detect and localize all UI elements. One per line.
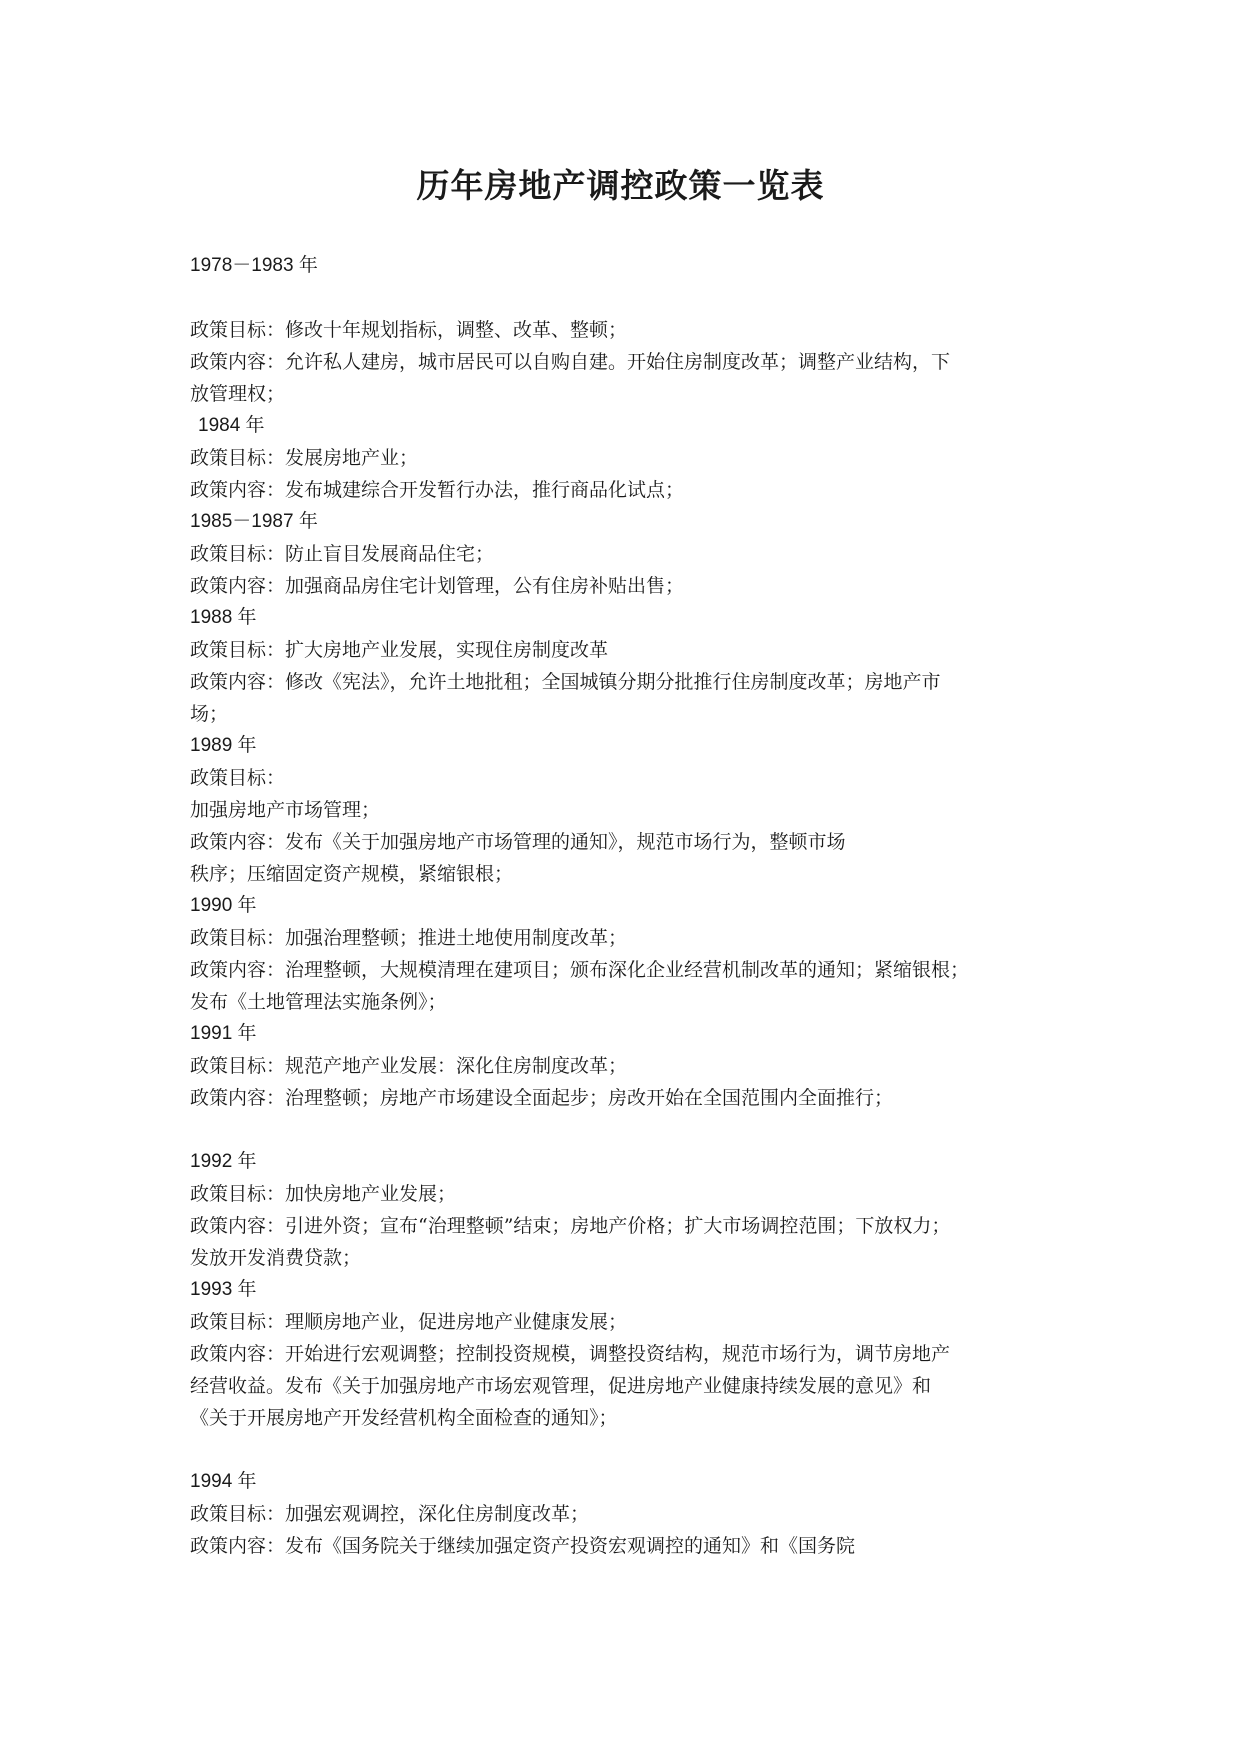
policy-content: 政策内容：发布城建综合开发暂行办法，推行商品化试点； [190, 479, 685, 501]
policy-goal: 政策目标：防止盲目发展商品住宅； [190, 543, 495, 565]
year-heading: 1978－1983 年 [190, 255, 318, 276]
policy-content-continued: 发放开发消费贷款； [190, 1247, 362, 1269]
policy-content-continued: 经营收益。发布《关于加强房地产市场宏观管理，促进房地产业健康持续发展的意见》和 [190, 1375, 932, 1397]
policy-content-continued: 场； [190, 703, 229, 725]
policy-content-continued: 秩序；压缩固定资产规模，紧缩银根； [190, 863, 514, 885]
policy-content: 政策内容：允许私人建房，城市居民可以自购自建。开始住房制度改革；调整产业结构，下 [190, 351, 951, 373]
year-heading: 1994 年 [190, 1471, 257, 1492]
year-heading: 1984 年 [198, 415, 265, 436]
year-heading: 1993 年 [190, 1279, 257, 1300]
policy-goal: 政策目标：修改十年规划指标，调整、改革、整顿； [190, 319, 628, 341]
year-heading: 1988 年 [190, 607, 257, 628]
year-heading: 1990 年 [190, 895, 257, 916]
document-title: 历年房地产调控政策一览表 [416, 166, 825, 205]
policy-content: 政策内容：发布《国务院关于继续加强定资产投资宏观调控的通知》和《国务院 [190, 1535, 856, 1557]
policy-content-continued: 发布《土地管理法实施条例》； [190, 991, 447, 1013]
year-heading: 1991 年 [190, 1023, 257, 1044]
policy-goal-continued: 加强房地产市场管理； [190, 799, 381, 821]
policy-content-continued: 放管理权； [190, 383, 286, 405]
policy-goal: 政策目标：加强宏观调控，深化住房制度改革； [190, 1503, 590, 1525]
policy-goal: 政策目标：扩大房地产业发展，实现住房制度改革 [190, 639, 609, 661]
policy-content: 政策内容：治理整顿，大规模清理在建项目；颁布深化企业经营机制改革的通知；紧缩银根； [190, 959, 970, 981]
year-heading: 1985－1987 年 [190, 511, 318, 532]
policy-content-continued: 《关于开展房地产开发经营机构全面检查的通知》； [190, 1407, 618, 1429]
policy-content: 政策内容：加强商品房住宅计划管理，公有住房补贴出售； [190, 575, 685, 597]
policy-content: 政策内容：引进外资；宣布“治理整顿”结束；房地产价格；扩大市场调控范围；下放权力； [190, 1215, 951, 1237]
policy-content: 政策内容：开始进行宏观调整；控制投资规模，调整投资结构，规范市场行为，调节房地产 [190, 1343, 951, 1365]
policy-goal: 政策目标：加强治理整顿；推进土地使用制度改革； [190, 927, 628, 949]
policy-content: 政策内容：修改《宪法》，允许土地批租；全国城镇分期分批推行住房制度改革；房地产市 [190, 671, 941, 693]
policy-goal: 政策目标：加快房地产业发展； [190, 1183, 457, 1205]
year-heading: 1992 年 [190, 1151, 257, 1172]
policy-goal: 政策目标：理顺房地产业，促进房地产业健康发展； [190, 1311, 628, 1333]
policy-goal: 政策目标： [190, 767, 286, 789]
policy-content: 政策内容：治理整顿；房地产市场建设全面起步；房改开始在全国范围内全面推行； [190, 1087, 894, 1109]
year-heading: 1989 年 [190, 735, 257, 756]
policy-goal: 政策目标：规范产地产业发展：深化住房制度改革； [190, 1055, 628, 1077]
policy-content: 政策内容：发布《关于加强房地产市场管理的通知》，规范市场行为，整顿市场 [190, 831, 846, 853]
policy-goal: 政策目标：发展房地产业； [190, 447, 419, 469]
